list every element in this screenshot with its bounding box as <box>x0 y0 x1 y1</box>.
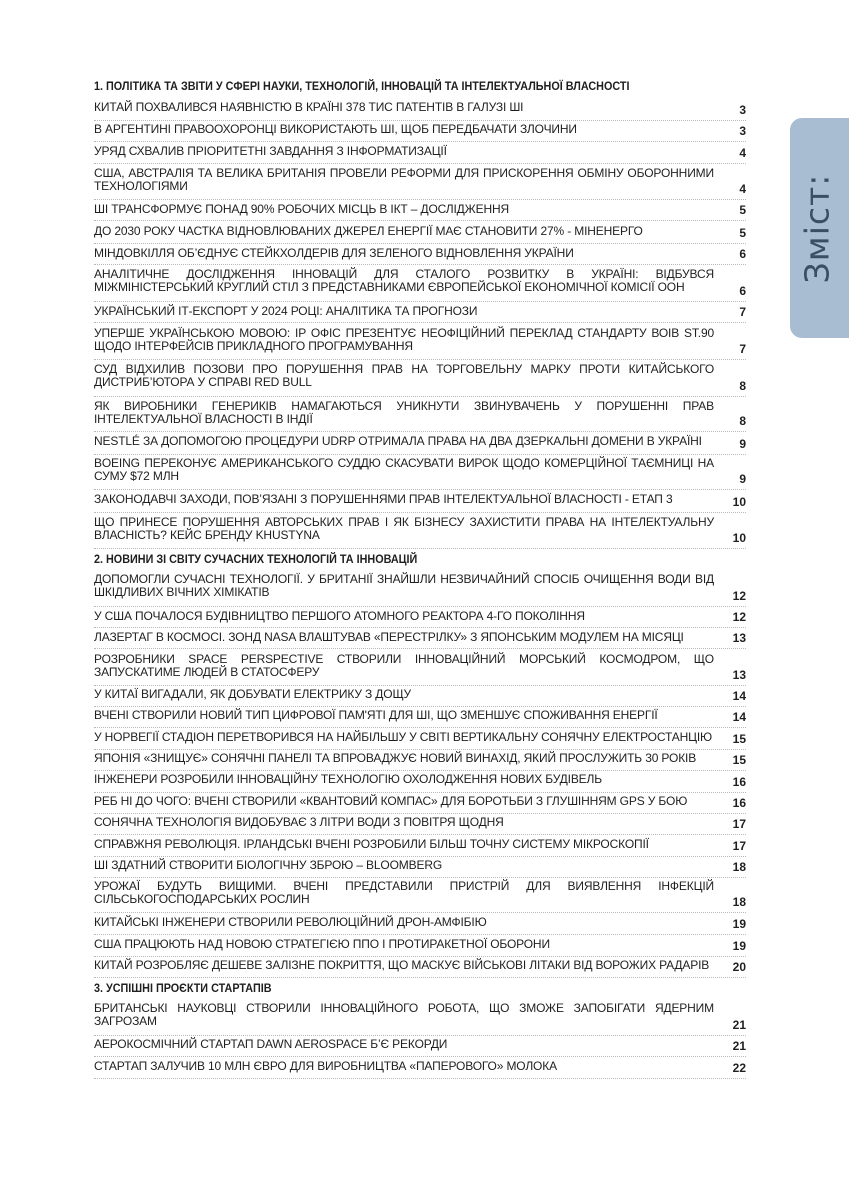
row-divider <box>94 264 746 265</box>
toc-entry-title: АЕРОКОСМІЧНИЙ СТАРТАП DAWN AEROSPACE Б’Є РЕКОРДИ <box>94 1037 448 1051</box>
toc-entry-title: У США ПОЧАЛОСЯ БУДІВНИЦТВО ПЕРШОГО АТОМНОГО РЕАКТОРА 4-ГО ПОКОЛІННЯ <box>94 609 585 623</box>
toc-entry[interactable] <box>94 709 746 724</box>
section-heading: 3. УСПІШНІ ПРОЄКТИ СТАРТАПІВ <box>94 981 272 995</box>
row-divider <box>94 359 746 360</box>
row-divider <box>94 301 746 302</box>
toc-entry-page-number: 7 <box>739 342 746 356</box>
toc-entry[interactable] <box>94 516 746 545</box>
row-divider <box>94 606 746 607</box>
row-divider <box>94 956 746 957</box>
toc-entry[interactable] <box>94 225 746 240</box>
row-divider <box>94 912 746 913</box>
toc-entry-page-number: 18 <box>732 895 746 909</box>
toc-entry[interactable] <box>94 880 746 909</box>
row-divider <box>94 163 746 164</box>
toc-entry[interactable] <box>94 653 746 682</box>
toc-entry-page-number: 8 <box>739 414 746 428</box>
row-divider <box>94 792 746 793</box>
toc-entry[interactable] <box>94 435 746 451</box>
row-divider <box>94 685 746 686</box>
toc-entry-title: КИТАЙ ПОХВАЛИВСЯ НАЯВНІСТЮ В КРАЇНІ 378 ТИС ПАТЕНТІВ В ГАЛУЗІ ШІ <box>94 100 524 114</box>
toc-entry-page-number: 5 <box>739 226 746 240</box>
toc-entry[interactable] <box>94 688 746 703</box>
toc-entry[interactable] <box>94 916 746 931</box>
toc-entry[interactable] <box>94 101 746 117</box>
contents-side-tab-label: Зміст: <box>797 173 837 283</box>
row-divider <box>94 749 746 750</box>
toc-entry[interactable] <box>94 123 746 138</box>
toc-entry-title: США, АВСТРАЛІЯ ТА ВЕЛИКА БРИТАНІЯ ПРОВЕЛИ РЕФОРМИ ДЛЯ ПРИСКОРЕННЯ ОБМІНУ ОБОРОННИМИ ТЕХНОЛОГІЯМИ <box>94 166 714 193</box>
toc-entry-page-number: 13 <box>732 631 746 645</box>
toc-entry-page-number: 5 <box>739 203 746 217</box>
toc-entry[interactable] <box>94 731 746 746</box>
toc-entry[interactable] <box>94 400 746 428</box>
toc-entry-title: РЕБ НІ ДО ЧОГО: ВЧЕНІ СТВОРИЛИ «КВАНТОВИЙ КОМПАС» ДЛЯ БОРОТЬБИ З ГЛУШІННЯМ GPS У БОЮ <box>94 794 688 808</box>
toc-entry-title: ШІ ТРАНСФОРМУЄ ПОНАД 90% РОБОЧИХ МІСЦЬ В ІКТ – ДОСЛІДЖЕННЯ <box>94 202 509 216</box>
toc-entry[interactable] <box>94 1038 746 1053</box>
toc-entry-title: РОЗРОБНИКИ SPACE PERSPECTIVE СТВОРИЛИ ІННОВАЦІЙНИЙ МОРСЬКИЙ КОСМОДРОМ, ЩО ЗАПУСКАТИМЕ ЛЮДЕЙ В СТАТОСФЕРУ <box>94 652 714 679</box>
toc-entry-page-number: 9 <box>739 437 746 451</box>
toc-entry[interactable] <box>94 795 746 810</box>
contents-side-tab <box>790 118 849 338</box>
toc-entry-page-number: 6 <box>739 247 746 261</box>
toc-entry-title: В АРГЕНТИНІ ПРАВООХОРОНЦІ ВИКОРИСТАЮТЬ ШІ, ЩОБ ПЕРЕДБАЧАТИ ЗЛОЧИНИ <box>94 122 577 136</box>
toc-entry[interactable] <box>94 203 746 217</box>
toc-entry-page-number: 16 <box>732 796 746 810</box>
toc-entry[interactable] <box>94 305 746 319</box>
toc-entry-page-number: 12 <box>732 589 746 603</box>
toc-entry-page-number: 21 <box>732 1018 746 1032</box>
toc-entry-title: ДО 2030 РОКУ ЧАСТКА ВІДНОВЛЮВАНИХ ДЖЕРЕЛ ЕНЕРГІЇ МАЄ СТАНОВИТИ 27% - МІНЕНЕРГО <box>94 224 643 238</box>
toc-entry-page-number: 19 <box>732 917 746 931</box>
toc-entry[interactable] <box>94 573 746 603</box>
row-divider <box>94 856 746 857</box>
row-divider <box>94 243 746 244</box>
toc-entry-page-number: 12 <box>732 610 746 624</box>
toc-entry[interactable] <box>94 1002 746 1032</box>
toc-entry-page-number: 4 <box>739 182 746 196</box>
section-heading: 2. НОВИНИ ЗІ СВІТУ СУЧАСНИХ ТЕХНОЛОГІЙ ТА ІННОВАЦІЙ <box>94 552 418 566</box>
toc-entry[interactable] <box>94 327 746 356</box>
section-heading: 1. ПОЛІТИКА ТА ЗВІТИ У СФЕРІ НАУКИ, ТЕХНОЛОГІЙ, ІННОВАЦІЙ ТА ІНТЕЛЕКТУАЛЬНОЇ ВЛАСНОСТІ <box>94 79 630 93</box>
toc-entry-page-number: 3 <box>739 103 746 117</box>
toc-entry-page-number: 19 <box>732 939 746 953</box>
toc-entry[interactable] <box>94 363 746 393</box>
toc-entry[interactable] <box>94 938 746 953</box>
toc-entry-title: УПЕРШЕ УКРАЇНСЬКОЮ МОВОЮ: IP ОФІС ПРЕЗЕНТУЄ НЕОФІЦІЙНИЙ ПЕРЕКЛАД СТАНДАРТУ ВОІВ ST.90 ЩОДО ІНТЕРФЕЙСІВ ПРИКЛАДНОГО ПРОГРАМУВАННЯ <box>94 326 714 353</box>
toc-entry-page-number: 18 <box>732 860 746 874</box>
toc-entry-page-number: 3 <box>739 124 746 138</box>
toc-entry[interactable] <box>94 816 746 831</box>
toc-entry-page-number: 17 <box>732 817 746 831</box>
toc-entry-page-number: 21 <box>732 1039 746 1053</box>
toc-entry-title: СОНЯЧНА ТЕХНОЛОГІЯ ВИДОБУВАЄ 3 ЛІТРИ ВОДИ З ПОВІТРЯ ЩОДНЯ <box>94 815 504 829</box>
row-divider <box>94 454 746 455</box>
toc-entry-page-number: 14 <box>732 710 746 724</box>
toc-entry[interactable] <box>94 167 746 196</box>
toc-entry-title: СПРАВЖНЯ РЕВОЛЮЦІЯ. ІРЛАНДСЬКІ ВЧЕНІ РОЗРОБИЛИ БІЛЬШ ТОЧНУ СИСТЕМУ МІКРОСКОПІЇ <box>94 837 649 851</box>
toc-entry-title: ВЧЕНІ СТВОРИЛИ НОВИЙ ТИП ЦИФРОВОЇ ПАМ'ЯТІ ДЛЯ ШІ, ЩО ЗМЕНШУЄ СПОЖИВАННЯ ЕНЕРГІЇ <box>94 708 658 722</box>
row-divider <box>94 396 746 397</box>
toc-entry-page-number: 13 <box>732 668 746 682</box>
toc-entry[interactable] <box>94 457 746 486</box>
contents-side-tab-label-wrap <box>790 118 849 338</box>
toc-entry-title: ЯПОНІЯ «ЗНИЩУЄ» СОНЯЧНІ ПАНЕЛІ ТА ВПРОВАДЖУЄ НОВИЙ ВИНАХІД, ЯКИЙ ПРОСЛУЖИТЬ 30 РОКІВ <box>94 751 697 765</box>
toc-entry-title: ЛАЗЕРТАГ В КОСМОСІ. ЗОНД NASA ВЛАШТУВАВ «ПЕРЕСТРІЛКУ» З ЯПОНСЬКИМ МОДУЛЕМ НА МІСЯЦІ <box>94 630 684 644</box>
row-divider <box>94 727 746 728</box>
row-divider <box>94 548 746 549</box>
toc-entry-title: КИТАЙСЬКІ ІНЖЕНЕРИ СТВОРИЛИ РЕВОЛЮЦІЙНИЙ ДРОН-АМФІБІЮ <box>94 915 487 929</box>
toc-entry[interactable] <box>94 268 746 298</box>
toc-entry-title: БРИТАНСЬКІ НАУКОВЦІ СТВОРИЛИ ІННОВАЦІЙНОГО РОБОТА, ЩО ЗМОЖЕ ЗАПОБІГАТИ ЯДЕРНИМ ЗАГРОЗАМ <box>94 1001 714 1028</box>
row-divider <box>94 489 746 490</box>
toc-entry[interactable] <box>94 752 746 767</box>
toc-entry-page-number: 15 <box>732 732 746 746</box>
toc-entry-page-number: 22 <box>732 1061 746 1075</box>
toc-entry-title: ЩО ПРИНЕСЕ ПОРУШЕННЯ АВТОРСЬКИХ ПРАВ І ЯК БІЗНЕСУ ЗАХИСТИТИ ПРАВА НА ІНТЕЛЕКТУАЛЬНУ ВЛАСНІСТЬ? КЕЙС БРЕНДУ KHUSTYNA <box>94 515 714 542</box>
row-divider <box>94 977 746 978</box>
toc-entry-title: СТАРТАП ЗАЛУЧИВ 10 МЛН ЄВРО ДЛЯ ВИРОБНИЦТВА «ПАПЕРОВОГО» МОЛОКА <box>94 1059 557 1073</box>
toc-entry-title: NESTLÉ ЗА ДОПОМОГОЮ ПРОЦЕДУРИ UDRP ОТРИМАЛА ПРАВА НА ДВА ДЗЕРКАЛЬНІ ДОМЕНИ В УКРАЇНІ <box>94 434 702 448</box>
toc-entry-page-number: 10 <box>732 531 746 545</box>
toc-entry-title: У НОРВЕГІЇ СТАДІОН ПЕРЕТВОРИВСЯ НА НАЙБІЛЬШУ У СВІТІ ВЕРТИКАЛЬНУ СОНЯЧНУ ЕЛЕКТРОСТАНЦІЮ <box>94 730 713 744</box>
toc-entry-title: ЯК ВИРОБНИКИ ГЕНЕРИКІВ НАМАГАЮТЬСЯ УНИКНУТИ ЗВИНУВАЧЕНЬ У ПОРУШЕННІ ПРАВ ІНТЕЛЕКТУАЛЬНОЇ ВЛАСНОСТІ В ІНДІЇ <box>94 399 714 426</box>
row-divider <box>94 220 746 221</box>
row-divider <box>94 120 746 121</box>
row-divider <box>94 431 746 432</box>
toc-entry-page-number: 20 <box>732 960 746 974</box>
row-divider <box>94 706 746 707</box>
row-divider <box>94 834 746 835</box>
toc-entry[interactable] <box>94 1060 746 1075</box>
row-divider <box>94 627 746 628</box>
toc-entry[interactable] <box>94 838 746 853</box>
toc-entry-title: ДОПОМОГЛИ СУЧАСНІ ТЕХНОЛОГІЇ. У БРИТАНІЇ ЗНАЙШЛИ НЕЗВИЧАЙНИЙ СПОСІБ ОЧИЩЕННЯ ВОДИ ВІД ШКІДЛИВИХ ВІЧНИХ ХІМІКАТІВ <box>94 572 714 599</box>
toc-entry[interactable] <box>94 773 746 789</box>
row-divider <box>94 512 746 513</box>
row-divider <box>94 770 746 771</box>
toc-entry[interactable] <box>94 493 746 509</box>
toc-entry-title: BOEING ПЕРЕКОНУЄ АМЕРИКАНСЬКОГО СУДДЮ СКАСУВАТИ ВИРОК ЩОДО КОМЕРЦІЙНОЇ ТАЄМНИЦІ НА СУМУ $72 МЛН <box>94 456 714 483</box>
toc-entry-title: УКРАЇНСЬКИЙ ІТ-ЕКСПОРТ У 2024 РОЦІ: АНАЛІТИКА ТА ПРОГНОЗИ <box>94 304 478 318</box>
row-divider <box>94 648 746 649</box>
toc-entry-page-number: 14 <box>732 689 746 703</box>
toc-entry-title: ШІ ЗДАТНИЙ СТВОРИТИ БІОЛОГІЧНУ ЗБРОЮ – BLOOMBERG <box>94 858 443 872</box>
toc-entry-title: ІНЖЕНЕРИ РОЗРОБИЛИ ІННОВАЦІЙНУ ТЕХНОЛОГІЮ ОХОЛОДЖЕННЯ НОВИХ БУДІВЕЛЬ <box>94 772 602 786</box>
row-divider <box>94 1035 746 1036</box>
toc-entry-page-number: 7 <box>739 305 746 319</box>
row-divider <box>94 877 746 878</box>
toc-entry[interactable] <box>94 247 746 261</box>
row-divider <box>94 934 746 935</box>
row-divider <box>94 199 746 200</box>
row-divider <box>94 813 746 814</box>
toc-entry-title: УРОЖАЇ БУДУТЬ ВИЩИМИ. ВЧЕНІ ПРЕДСТАВИЛИ ПРИСТРІЙ ДЛЯ ВИЯВЛЕННЯ ІНФЕКЦІЙ СІЛЬСЬКОГОСПОДАРСЬКИХ РОСЛИН <box>94 879 714 906</box>
toc-entry-page-number: 8 <box>739 379 746 393</box>
toc-entry[interactable] <box>94 631 746 645</box>
toc-entry-title: УРЯД СХВАЛИВ ПРІОРИТЕТНІ ЗАВДАННЯ З ІНФОРМАТИЗАЦІЇ <box>94 144 447 158</box>
toc-entry-page-number: 6 <box>739 284 746 298</box>
toc-entry-page-number: 10 <box>732 495 746 509</box>
toc-entry[interactable] <box>94 959 746 974</box>
row-divider <box>94 141 746 142</box>
toc-entry-title: МІНДОВКІЛЛЯ ОБ’ЄДНУЄ СТЕЙКХОЛДЕРІВ ДЛЯ ЗЕЛЕНОГО ВІДНОВЛЕННЯ УКРАЇНИ <box>94 246 574 260</box>
toc-entry-page-number: 17 <box>732 839 746 853</box>
toc-entry[interactable] <box>94 145 746 160</box>
toc-entry[interactable] <box>94 859 746 874</box>
row-divider <box>94 1078 746 1079</box>
toc-entry-page-number: 4 <box>739 146 746 160</box>
toc-entry-title: КИТАЙ РОЗРОБЛЯЄ ДЕШЕВЕ ЗАЛІЗНЕ ПОКРИТТЯ, ЩО МАСКУЄ ВІЙСЬКОВІ ЛІТАКИ ВІД ВОРОЖИХ РАДАРІВ <box>94 958 710 972</box>
toc-entry-page-number: 9 <box>739 472 746 486</box>
toc-entry[interactable] <box>94 610 746 624</box>
toc-entry-title: У КИТАЇ ВИГАДАЛИ, ЯК ДОБУВАТИ ЕЛЕКТРИКУ З ДОЩУ <box>94 687 412 701</box>
toc-entry-title: ЗАКОНОДАВЧІ ЗАХОДИ, ПОВ’ЯЗАНІ З ПОРУШЕННЯМИ ПРАВ ІНТЕЛЕКТУАЛЬНОЇ ВЛАСНОСТІ - ЕТАП 3 <box>94 492 673 506</box>
toc-entry-page-number: 16 <box>732 775 746 789</box>
toc-entry-title: АНАЛІТИЧНЕ ДОСЛІДЖЕННЯ ІННОВАЦІЙ ДЛЯ СТАЛОГО РОЗВИТКУ В УКРАЇНІ: ВІДБУВСЯ МІЖМІНІСТЕРСЬКИЙ КРУГЛИЙ СТІЛ З ПРЕДСТАВНИКАМИ ЄВРОПЕЙСЬКОЇ ЕКОНОМІЧНОЇ КОМІСІЇ ООН <box>94 267 714 294</box>
toc-entry-page-number: 15 <box>732 753 746 767</box>
toc-entry-title: СУД ВІДХИЛИВ ПОЗОВИ ПРО ПОРУШЕННЯ ПРАВ НА ТОРГОВЕЛЬНУ МАРКУ ПРОТИ КИТАЙСЬКОГО ДИСТРИБ’ЮТОРА У СПРАВІ RED BULL <box>94 362 714 389</box>
row-divider <box>94 1056 746 1057</box>
toc-entry-title: США ПРАЦЮЮТЬ НАД НОВОЮ СТРАТЕГІЄЮ ППО І ПРОТИРАКЕТНОЇ ОБОРОНИ <box>94 937 550 951</box>
row-divider <box>94 322 746 323</box>
